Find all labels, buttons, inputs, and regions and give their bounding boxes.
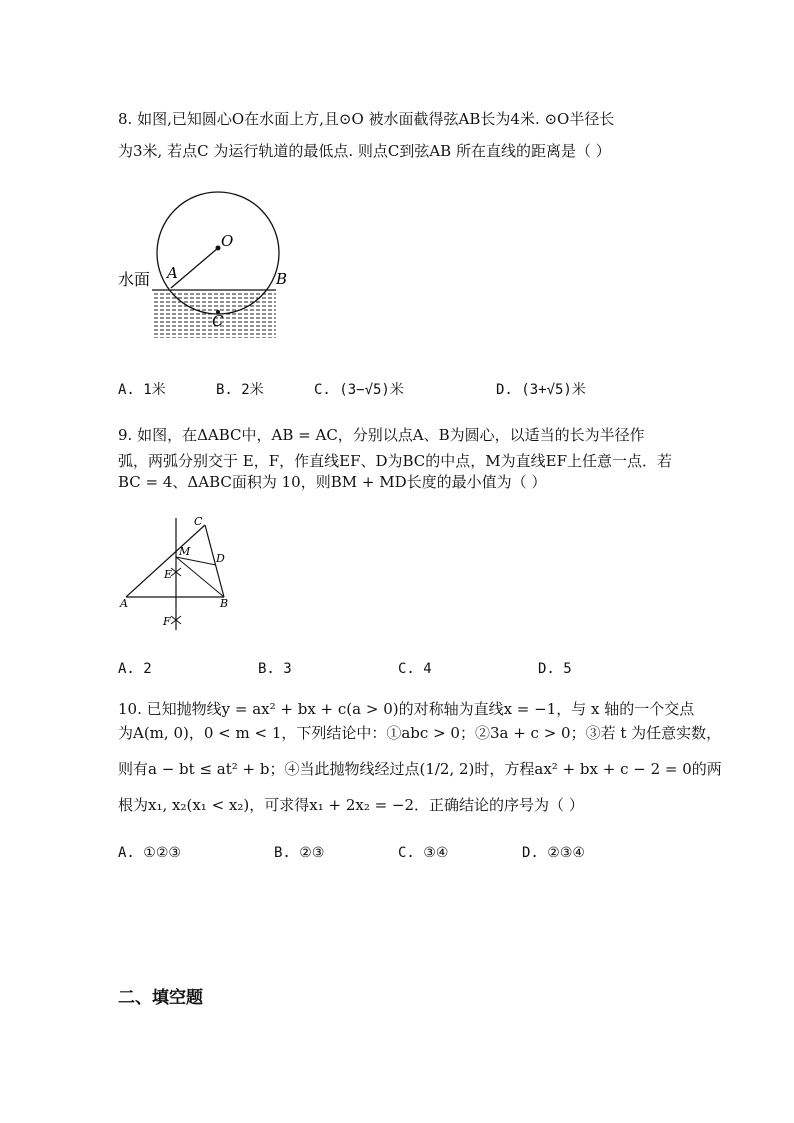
label-e: E — [164, 568, 173, 581]
section-title: 二、填空题 — [118, 988, 203, 1008]
q9-line-2: 弧，两弧分别交于 E，F，作直线EF、D为BC的中点，M为直线EF上任意一点．若 — [118, 452, 673, 470]
q8-option-a: A. 1米 — [118, 382, 166, 398]
q10-line-1: 10. 已知抛物线y = ax² + bx + c(a > 0)的对称轴为直线x = −1，与 x 轴的一个交点 — [118, 700, 695, 718]
q9-option-c: C. 4 — [398, 661, 432, 677]
label-water: 水面 — [118, 270, 151, 289]
q10-option-c: C. ③④ — [398, 845, 449, 861]
q10-line-3: 则有a − bt ≤ at² + b；④当此抛物线经过点(1/2, 2)时，方程ax² + bx + c − 2 = 0的两 — [118, 760, 722, 778]
label-b: B — [276, 270, 288, 288]
q9-option-d: D. 5 — [538, 661, 572, 677]
q10-line-2: 为A(m, 0)，0 < m < 1，下列结论中：①abc > 0；②3a + c > 0；③若 t 为任意实数， — [118, 724, 722, 742]
q9-line-1: 9. 如图，在ΔABC中，AB = AC，分别以点A、B为圆心，以适当的长为半径作 — [118, 426, 645, 444]
q10-option-b: B. ②③ — [274, 845, 325, 861]
label-f: F — [163, 615, 171, 628]
q9-line-3: BC = 4、ΔABC面积为 10，则BM + MD长度的最小值为（ ） — [118, 473, 547, 491]
point-o — [216, 246, 221, 251]
q8-line-1: 8. 如图,已知圆心O在水面上方,且⊙O 被水面截得弦AB长为4米. ⊙O半径长 — [118, 110, 615, 128]
label-c: C — [212, 312, 224, 330]
label-m: M — [179, 545, 191, 558]
label-a: A — [167, 264, 178, 282]
q8-figure — [112, 180, 302, 340]
label-a9: A — [120, 597, 128, 610]
q10-option-a: A. ①②③ — [118, 845, 181, 861]
q9-figure — [112, 512, 242, 636]
q9-option-b: B. 3 — [258, 661, 292, 677]
q8-option-d: D. (3+√5)米 — [496, 382, 586, 398]
label-d: D — [216, 552, 225, 565]
radius-oa — [171, 248, 218, 288]
q9-option-a: A. 2 — [118, 661, 152, 677]
label-b9: B — [220, 597, 229, 610]
q8-option-b: B. 2米 — [216, 382, 264, 398]
q10-line-4: 根为x₁, x₂(x₁ < x₂)，可求得x₁ + 2x₂ = −2．正确结论的序号为（ ） — [118, 796, 584, 814]
q10-option-d: D. ②③④ — [522, 845, 585, 861]
q8-option-c: C. (3−√5)米 — [314, 382, 404, 398]
label-c9: C — [194, 515, 203, 528]
label-o: O — [221, 232, 234, 250]
q8-line-2: 为3米, 若点C 为运行轨道的最低点. 则点C到弦AB 所在直线的距离是（ ） — [118, 142, 611, 160]
